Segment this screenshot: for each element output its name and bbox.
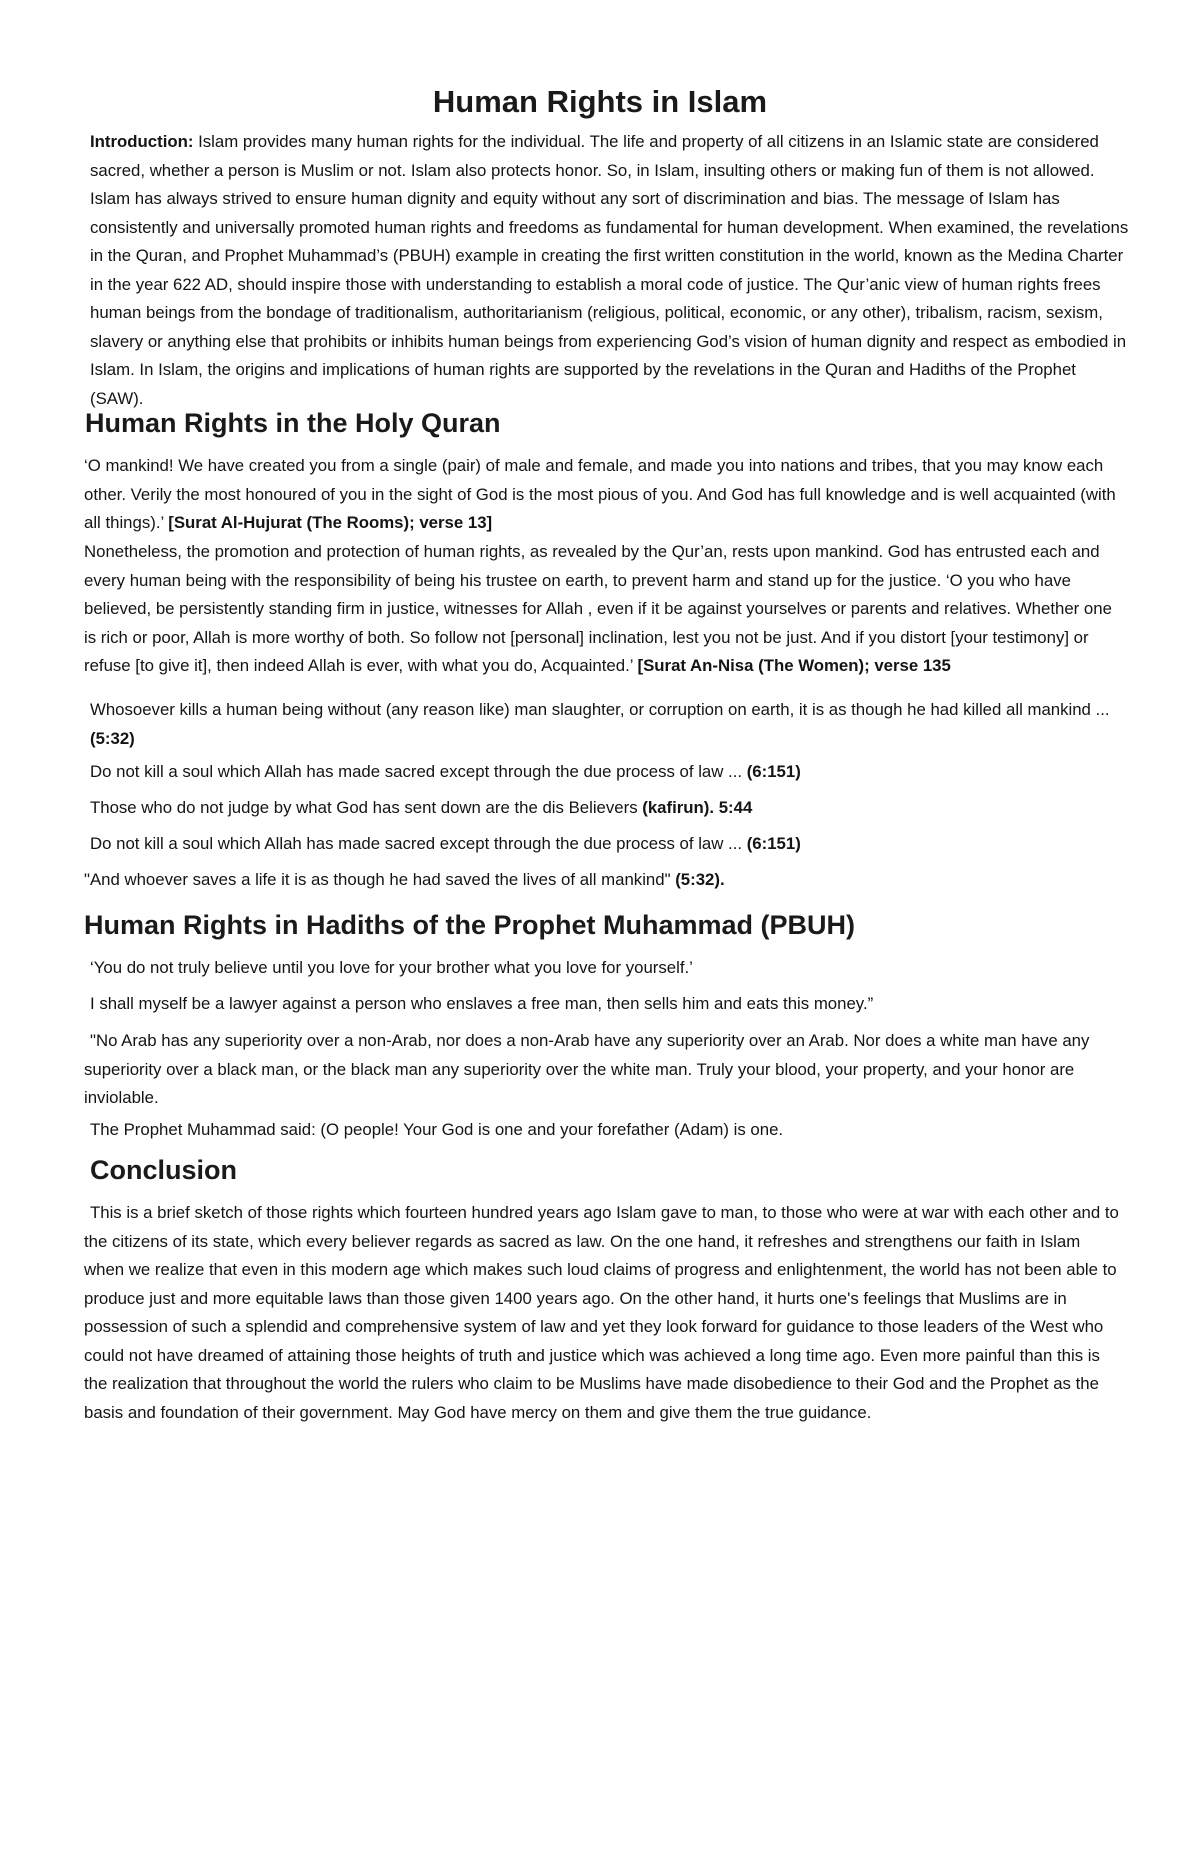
quran-verse-text: "And whoever saves a life it is as though he had saved the lives of all mankind" (84, 870, 676, 889)
quran-verse-text: Do not kill a soul which Allah has made sacred except through the due process of law ... (90, 762, 747, 781)
intro-text: Islam provides many human rights for the individual. The life and property of all citizens in an Islamic state are considered sacred, whether a person is Muslim or not. Islam also protects honor. So, in Islam, insulting others or making fun of them is not allowed. Islam has always strived to ensure human dignity and equity without any sort of discrimination and bias. The message of Islam has consistently and universally promoted human rights and freedoms as fundamental for human development. When examined, the revelations in the Quran, and Prophet Muhammad’s (PBUH) example in creating the first written constitution in the world, known as the Medina Charter in the year 622 AD, should inspire those with understanding to establish a moral code of justice. The Qur’anic view of human rights frees human beings from the bondage of traditionalism, authoritarianism (religious, political, economic, or any other), tribalism, racism, sexism, slavery or anything else that prohibits or inhibits human beings from experiencing God’s vision of human dignity and respect as embodied in Islam. In Islam, the origins and implications of human rights are supported by the revelations in the Quran and Hadiths of the Prophet (SAW). (90, 132, 1129, 408)
quran-verse-5-44 (90, 794, 1130, 823)
conclusion-heading: Conclusion (90, 1155, 237, 1185)
intro-label: Introduction: (90, 132, 194, 151)
hadith-heading: Human Rights in Hadiths of the Prophet Muhammad (PBUH) (84, 910, 856, 940)
quran-verse-text: Nonetheless, the promotion and protection of human rights, as revealed by the Qur’an, rests upon mankind. God has entrusted each and every human being with the responsibility of being his trustee on earth, to prevent harm and stand up for the justice. ‘O you who have believed, be persistently standing firm in justice, witnesses for Allah , even if it be against yourselves or parents and relatives. Whether one is rich or poor, Allah is more worthy of both. So follow not [personal] inclination, lest you not be just. And if you distort [your testimony] or refuse [to give it], then indeed Allah is ever, with what you do, Acquainted.’ (84, 542, 1112, 675)
hadith-paragraph-2: I shall myself be a lawyer against a person who enslaves a free man, then sells him and eats this money.” (90, 994, 874, 1013)
hadith-paragraph-3: "No Arab has any superiority over a non-Arab, nor does a non-Arab have any superiority over an Arab. Nor does a white man have any superiority over a black man, or the black man any superiority over the white man. Truly your blood, your property, and your honor are inviolable. (84, 1031, 1090, 1107)
quran-verse-ref: (6:151) (746, 762, 801, 781)
quran-verse-ref: [Surat An-Nisa (The Women); verse 135 (637, 656, 951, 675)
quran-verse-6-151-repeat (90, 830, 1130, 859)
conclusion-paragraph: This is a brief sketch of those rights which fourteen hundred years ago Islam gave to man, to those who were at war with each other and to the citizens of its state, which every believer regards as sacred as law. On the one hand, it refreshes and strengthens our faith in Islam when we realize that even in this modern age which makes such loud claims of progress and enlightenment, the world has not been able to produce just and more equitable laws than those given 1400 years ago. On the other hand, it hurts one's feelings that Muslims are in possession of such a splendid and comprehensive system of law and yet they look forward for guidance to those leaders of the West who could not have dreamed of attaining those heights of truth and justice which was achieved a long time ago. Even more painful than this is the realization that throughout the world the rulers who claim to be Muslims have made disobedience to their God and the Prophet as the basis and foundation of their government. May God have mercy on them and give them the true guidance. (84, 1203, 1119, 1422)
quran-verse-ref: (kafirun). 5:44 (642, 798, 753, 817)
quran-verse-text: Do not kill a soul which Allah has made sacred except through the due process of law ... (90, 834, 747, 853)
quran-verse-text: Whosoever kills a human being without (any reason like) man slaughter, or corruption on earth, it is as though he had killed all mankind ... (90, 700, 1110, 719)
quran-verse-5-32 (90, 696, 1130, 753)
intro-paragraph (90, 128, 1130, 413)
quran-verse-ref: (5:32) (90, 728, 135, 748)
hadith-paragraph-4: The Prophet Muhammad said: (O people! Your God is one and your forefather (Adam) is one. (90, 1120, 784, 1139)
quran-heading: Human Rights in the Holy Quran (85, 408, 501, 438)
hadith-paragraph-1: ‘You do not truly believe until you love for your brother what you love for yourself.’ (90, 958, 693, 977)
quran-verse-ref: [Surat Al-Hujurat (The Rooms); verse 13] (168, 513, 493, 532)
quran-verse-ref: (5:32). (675, 870, 725, 889)
quran-verse-nisa (84, 538, 1124, 681)
quran-verse-hujurat (84, 452, 1124, 538)
quran-verse-6-151 (90, 758, 1130, 787)
quran-verse-text: Those who do not judge by what God has sent down are the dis Believers (90, 798, 643, 817)
page-title: Human Rights in Islam (432, 84, 768, 119)
quran-verse-ref: (6:151) (746, 834, 801, 853)
quran-verse-text: ‘O mankind! We have created you from a single (pair) of male and female, and made you into nations and tribes, that you may know each other. Verily the most honoured of you in the sight of God is the most pious of you. And God has full knowledge and is well acquainted (with all things).’ (84, 456, 1116, 532)
quran-verse-saves-life (84, 866, 1124, 895)
